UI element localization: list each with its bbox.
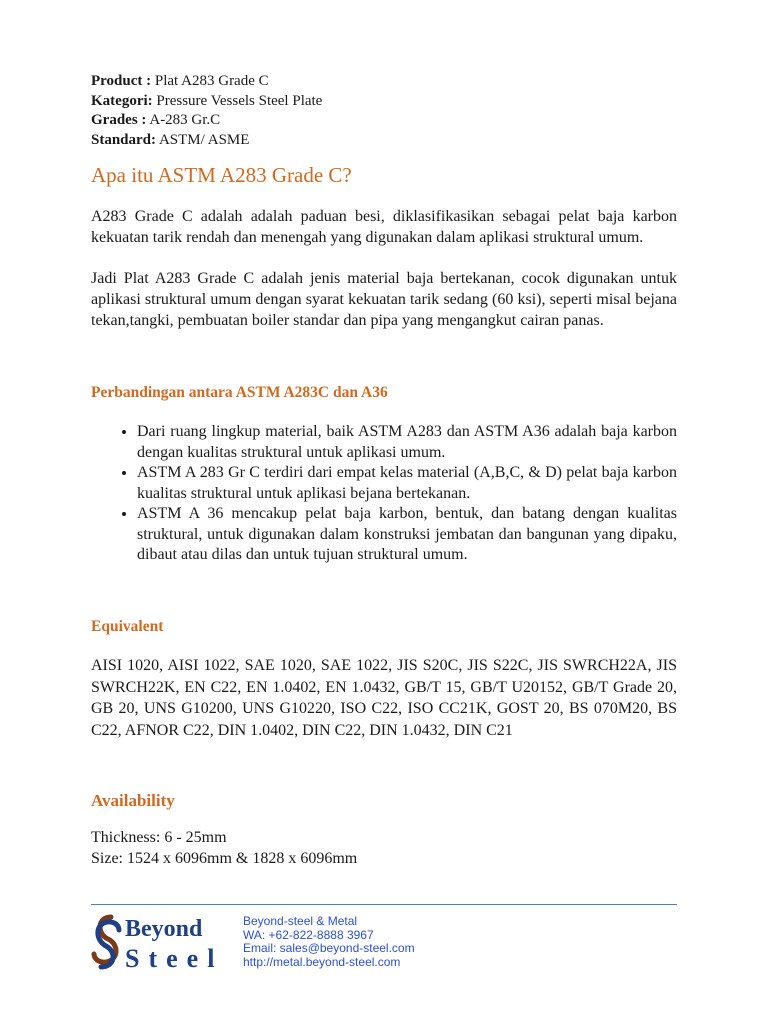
grades-line — [91, 111, 322, 131]
size-text: Size: 1524 x 6096mm & 1828 x 6096mm — [91, 849, 358, 867]
standard-value: ASTM/ ASME — [158, 131, 250, 148]
grades-value: A-283 Gr.C — [149, 112, 221, 128]
standard-line — [91, 131, 322, 151]
availability-heading: Availability — [91, 791, 175, 810]
product-meta-block — [91, 72, 322, 150]
equivalent-text: AISI 1020, AISI 1022, SAE 1020, SAE 1022, JIS S20C, JIS S22C, JIS SWRCH22A, JIS SWRCH22K, EN C22, EN 1.0402, EN 1.0432, GB/T 15, GB/T U20152, GB/T Grade 20, GB 20, UNS G10200, UNS G10220, ISO C22, ISO CC21K, GOST 20, BS 070M20, BS C22, AFNOR C22, DIN 1.0402, DIN C22, DIN 1.0432, DIN C21 — [91, 657, 677, 739]
email-link[interactable]: Email: sales@beyond-steel.com — [243, 941, 415, 955]
company-name: Beyond-steel & Metal — [243, 914, 358, 928]
product-label: Product : — [91, 73, 152, 89]
product-line — [91, 72, 322, 92]
logo-word-steel: Steel — [125, 944, 224, 973]
logo-s-mark-icon — [94, 917, 119, 967]
page-title: Apa itu ASTM A283 Grade C? — [91, 163, 352, 187]
footer-divider — [91, 904, 677, 905]
standard-label: Standard: — [91, 131, 157, 148]
comparison-bullet: • Dari ruang lingkup material, baik ASTM A283 dan ASTM A36 adalah baja karbon dengan kualitas struktural untuk aplikasi umum. — [137, 422, 677, 463]
availability-block — [91, 828, 357, 869]
intro-paragraph-1: A283 Grade C adalah adalah paduan besi, diklasifikasikan sebagai pelat baja karbon kekuatan tarik rendah dan menengah yang digunakan dalam aplikasi struktural umum. — [91, 208, 677, 246]
footer-contact — [243, 915, 415, 969]
whatsapp-number: WA: +62-822-8888 3967 — [243, 927, 374, 942]
comparison-bullet: • ASTM A 283 Gr C terdiri dari empat kelas material (A,B,C, & D) pelat baja karbon kualitas struktural untuk aplikasi bejana bertekanan. — [137, 463, 677, 504]
equivalent-heading: Equivalent — [91, 618, 164, 635]
kategori-line — [91, 92, 322, 112]
kategori-value: Pressure Vessels Steel Plate — [156, 92, 323, 109]
kategori-label: Kategori: — [91, 92, 153, 109]
logo-word-beyond: Beyond — [125, 916, 203, 942]
grades-label: Grades : — [91, 112, 147, 128]
comparison-heading: Perbandingan antara ASTM A283C dan A36 — [91, 384, 388, 401]
beyond-steel-logo — [91, 912, 241, 974]
comparison-list — [91, 422, 677, 566]
comparison-bullet: • ASTM A 36 mencakup pelat baja karbon, bentuk, dan batang dengan kualitas struktural, untuk digunakan dalam konstruksi jembatan dan bangunan yang dipaku, dibaut atau dilas dan untuk tujuan struktural umum. — [137, 504, 677, 566]
website-link[interactable]: http://metal.beyond-steel.com — [243, 954, 401, 969]
product-value: Plat A283 Grade C — [154, 73, 269, 89]
thickness-text: Thickness: 6 - 25mm — [91, 829, 227, 846]
intro-paragraph-2: Jadi Plat A283 Grade C adalah jenis material baja bertekanan, cocok digunakan untuk aplikasi struktural umum dengan syarat kekuatan tarik sedang (60 ksi), seperti misal bejana tekan,tangki, pembuatan boiler standar dan pipa yang mengangkut cairan panas. — [91, 270, 677, 329]
